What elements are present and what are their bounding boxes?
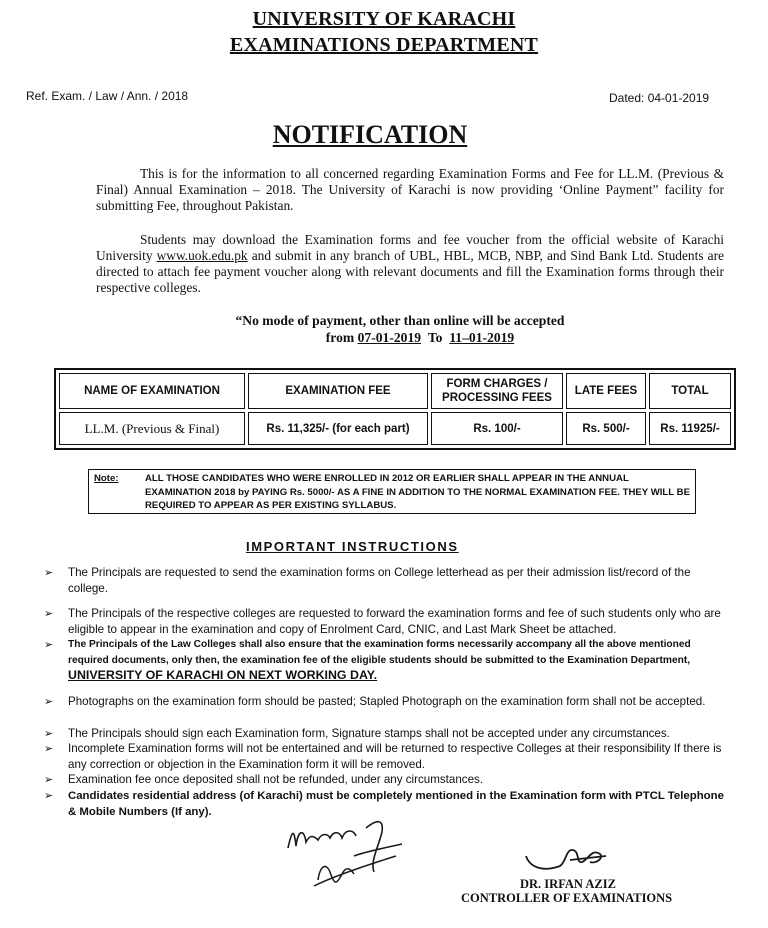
instruction-item	[44, 606, 724, 638]
instruction-item	[44, 694, 724, 710]
to-label: To	[427, 330, 443, 345]
website-link[interactable]: www.uok.edu.pk	[156, 248, 248, 263]
cell-form-charges: Rs. 100/-	[431, 412, 563, 445]
intro-paragraph: This is for the information to all concerned regarding Examination Forms and Fee for LL.M. (Previous & Final) Annual Examination – 2018. The University of Karachi is now providing ‘Online Payment” facility for submitting Fee, throughout Pakistan.	[96, 166, 724, 213]
header-total: TOTAL	[649, 373, 731, 409]
instruction-text: Examination fee once deposited shall not be refunded, under any circumstances.	[68, 773, 484, 786]
cell-late-fees: Rs. 500/-	[566, 412, 646, 445]
from-label: from	[325, 330, 355, 345]
from-date: 07-01-2019	[357, 330, 422, 345]
header-name-of-exam: NAME OF EXAMINATION	[59, 373, 245, 409]
arrow-bullet-icon: ➢	[44, 567, 54, 579]
instruction-item	[44, 788, 724, 820]
cell-exam-name: LL.M. (Previous & Final)	[59, 412, 245, 445]
handwritten-note-signature	[284, 818, 414, 898]
to-date: 11–01-2019	[449, 330, 515, 345]
instruction-emphasis: UNIVERSITY OF KARACHI ON NEXT WORKING DAY.	[68, 668, 378, 682]
instructions-title: IMPORTANT INSTRUCTIONS	[246, 539, 459, 554]
payment-notice-line1: “No mode of payment, other than online will be accepted	[235, 313, 565, 328]
instruction-text: Candidates residential address (of Karachi) must be completely mentioned in the Examination form with PTCL Telephone & Mobile Numbers (If any).	[68, 790, 724, 818]
signatory-title: CONTROLLER OF EXAMINATIONS	[461, 891, 673, 905]
instruction-text: The Principals of the Law Colleges shall also ensure that the examination forms necessarily accompany all the above mentioned required documents, only then, the examination fee of the eligible students should be submitted to the Examination Department,	[68, 639, 691, 666]
arrow-bullet-icon: ➢	[44, 790, 54, 802]
arrow-bullet-icon: ➢	[44, 728, 54, 740]
department-name: EXAMINATIONS DEPARTMENT	[229, 34, 539, 56]
note-label: Note:	[94, 473, 119, 484]
header-late-fees: LATE FEES	[566, 373, 646, 409]
fee-table	[54, 368, 736, 450]
instruction-text: The Principals should sign each Examination form, Signature stamps shall not be accepted under any circumstances.	[68, 727, 670, 740]
instruction-text: Incomplete Examination forms will not be entertained and will be returned to respective Colleges at their responsibility If there is any correction or objection in the Examination form it will be removed.	[68, 742, 722, 771]
instruction-item	[44, 726, 724, 742]
header-exam-fee: EXAMINATION FEE	[248, 373, 428, 409]
page-title: NOTIFICATION	[272, 120, 468, 149]
instruction-item	[44, 772, 724, 788]
arrow-bullet-icon: ➢	[44, 608, 54, 620]
reference-number: Ref. Exam. / Law / Ann. / 2018	[26, 89, 189, 103]
payment-notice-dates	[0, 329, 768, 346]
arrow-bullet-icon: ➢	[44, 639, 54, 651]
download-paragraph	[96, 232, 724, 296]
note-text: ALL THOSE CANDIDATES WHO WERE ENROLLED IN 2012 OR EARLIER SHALL APPEAR IN THE ANNUAL EXAMINATION 2018 by PAYING Rs. 5000/- AS A FINE IN ADDITION TO THE NORMAL EXAMINATION FEE. THEY WILL BE REQUIRED TO APPEAR AS PER EXISTING SYLLABUS.	[145, 473, 690, 511]
signatory-name: DR. IRFAN AZIZ	[520, 877, 616, 891]
header-form-charges: FORM CHARGES / PROCESSING FEES	[431, 373, 563, 409]
arrow-bullet-icon: ➢	[44, 774, 54, 786]
date: Dated: 04-01-2019	[609, 91, 710, 105]
download-text-before: Students may download the Examination forms and fee voucher from the official website of Karachi University	[96, 232, 724, 263]
instruction-text: The Principals are requested to send the examination forms on College letterhead as per their admission list/record of the college.	[68, 566, 691, 595]
arrow-bullet-icon: ➢	[44, 743, 54, 755]
instruction-text: Photographs on the examination form should be pasted; Stapled Photograph on the examination form shall not be accepted.	[68, 695, 706, 708]
note-box	[88, 469, 696, 514]
arrow-bullet-icon: ➢	[44, 696, 54, 708]
cell-exam-fee: Rs. 11,325/- (for each part)	[248, 412, 428, 445]
instruction-item	[44, 741, 724, 773]
instruction-text: The Principals of the respective colleges are requested to forward the examination forms and fee of such students only who are eligible to appear in the examination and copy of Enrolment Card, CNIC, and Last Mark Sheet be attached.	[68, 607, 721, 636]
university-name: UNIVERSITY OF KARACHI	[252, 8, 516, 30]
instruction-item	[44, 565, 724, 597]
download-text-after: and submit in any branch of UBL, HBL, MCB, NBP, and Sind Bank Ltd. Students are directed to attach fee payment voucher along with relevant documents and fill the Examination forms through their respective colleges.	[96, 248, 724, 295]
instruction-item	[44, 637, 724, 685]
cell-total: Rs. 11925/-	[649, 412, 731, 445]
controller-signature	[520, 842, 610, 880]
